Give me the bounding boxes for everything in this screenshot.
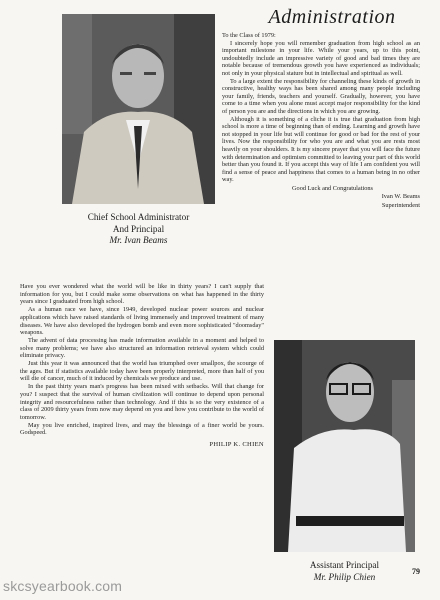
letter-signature-title: Superintendent xyxy=(381,202,420,210)
essay-paragraph: The advent of data processing has made information available in a moment and helped to solve many problems; we have also structured an information retrieval system which could eliminate privacy. xyxy=(20,336,264,360)
assistant-principal-essay xyxy=(20,283,264,449)
page-number: 79 xyxy=(412,567,420,576)
assistant-name: Mr. Philip Chien xyxy=(313,571,376,582)
page-title: Administration xyxy=(268,6,396,28)
letter-salutation: To the Class of 1979: xyxy=(222,32,276,39)
principal-role-line2: And Principal xyxy=(112,223,165,234)
letter-closing: Good Luck and Congratulations xyxy=(292,184,373,192)
essay-paragraph: In the past thirty years man's progress has been mixed with setbacks. Will that change for you? I suspect that the survival of human civilization will continue to depend upon personal integrity and resourcefulness rather than technology. And if this is so the very existence of a class of 2009 thirty years from now may depend on you and how you contribute to the world of tomorrow. xyxy=(20,383,264,421)
assistant-principal-caption xyxy=(274,560,415,583)
letter-paragraph: Although it is something of a cliche it is true that graduation from high school is more a time of beginning than of ending. Learning and growth have not stopped in your life but will continue for good or bad for the rest of your lives. Now the responsibility for who you are and what you are rests most heavily on your shoulders. It is my sincere prayer that you will face the future with determination and optimism committed to leaving your part of this world better than you found it. If you accept this way of life I am confident you will find a sense of peace and happiness that comes to a human being in no other way. xyxy=(222,115,420,184)
watermark-text: skcsyearbook.com xyxy=(3,578,123,594)
letter-signature-name: Ivan W. Beams xyxy=(381,193,420,201)
essay-paragraph: Just this year it was announced that the world has triumphed over smallpox, the scourge of the ages. But if statistics available today have been properly interpreted, more than half of you will die of cancer, much of it induced by chemicals we produce and use. xyxy=(20,360,264,383)
principal-role-line1: Chief School Administrator xyxy=(87,212,190,222)
essay-signature: PHILIP K. CHIEN xyxy=(209,441,264,449)
essay-paragraph: Have you ever wondered what the world will be like in thirty years? I can't supply that information for you, but I could make some observations on what has happened in the thirty years since I graduated from high school. xyxy=(20,283,264,306)
essay-paragraph: As a human race we have, since 1949, developed nuclear power sources and nuclear applications which have raised standards of living immensely and improved treatment of many diseases. We have also developed the hydrogen bomb and even more sophisticated "doomsday" weapons. xyxy=(20,306,264,337)
essay-paragraph: May you live enriched, inspired lives, and may the blessings of a finer world be yours. Godspeed. xyxy=(20,421,264,437)
assistant-principal-photo xyxy=(274,340,415,552)
assistant-role: Assistant Principal xyxy=(309,560,380,570)
letter-paragraph: To a large extent the responsibility for channeling these kinds of growth in constructive, healthy ways has been shared among many people including your family, friends, teachers and yourself. Gradually, however, you have come to a time when you alone must accept major responsibility for the kind of person you are and the directions in which you are growing. xyxy=(222,77,420,115)
principal-photo xyxy=(62,14,215,204)
principal-name: Mr. Ivan Beams xyxy=(109,235,168,245)
superintendent-letter xyxy=(222,32,420,210)
letter-paragraph: I sincerely hope you will remember graduation from high school as an important milestone in your life. While your years, up to this point, undoubtedly include an impressive variety of good and bad times they are notable because of tremendous growth you have experienced as individuals; not only in your physical stature but in intellectual and spiritual as well. xyxy=(222,39,420,77)
principal-caption xyxy=(62,212,215,247)
